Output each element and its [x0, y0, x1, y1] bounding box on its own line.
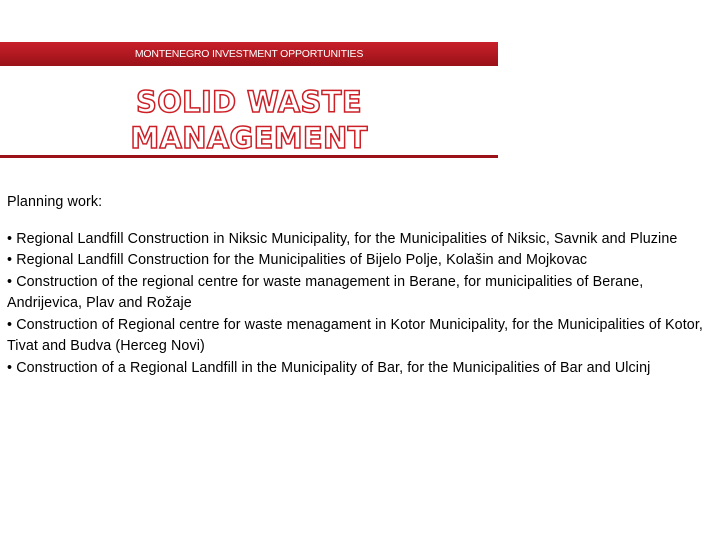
- slide-title: [0, 84, 498, 156]
- list-item: [7, 272, 713, 315]
- intro-text: Planning work:: [7, 194, 103, 210]
- list-item: [7, 315, 713, 358]
- banner-title: MONTENEGRO INVESTMENT OPPORTUNITIES: [134, 48, 364, 60]
- bullet-list: [7, 229, 713, 380]
- bullet-icon: •: [7, 252, 13, 268]
- header-banner: [0, 42, 498, 66]
- bullet-icon: •: [7, 359, 13, 376]
- list-item-text: Construction of Regional centre for waste menagament in Kotor Municipality, for the Municipalities of Kotor, Tivat and Budva (Herceg Novi): [7, 316, 703, 354]
- bullet-icon: •: [7, 230, 13, 247]
- bullet-icon: •: [7, 316, 13, 333]
- title-underline: [0, 155, 498, 158]
- list-item-text: Regional Landfill Construction for the Municipalities of Bijelo Polje, Kolašin and Mojkovac: [16, 252, 588, 268]
- list-item-text: Regional Landfill Construction in Niksic Municipality, for the Municipalities of Niksic, Savnik and Pluzine: [16, 230, 678, 247]
- list-item-text: Construction of a Regional Landfill in the Municipality of Bar, for the Municipalities of Bar and Ulcinj: [16, 359, 651, 376]
- bullet-icon: •: [7, 273, 13, 290]
- list-item: [7, 250, 713, 272]
- list-item: [7, 229, 713, 251]
- slide-title-line-2: MANAGEMENT: [130, 121, 368, 155]
- content-body: [7, 192, 713, 379]
- slide-title-line-1: SOLID WASTE: [136, 85, 362, 119]
- list-item: [7, 358, 713, 380]
- list-item-text: Construction of the regional centre for waste management in Berane, for municipalities of Berane, Andrijevica, Plav and Rožaje: [7, 273, 644, 311]
